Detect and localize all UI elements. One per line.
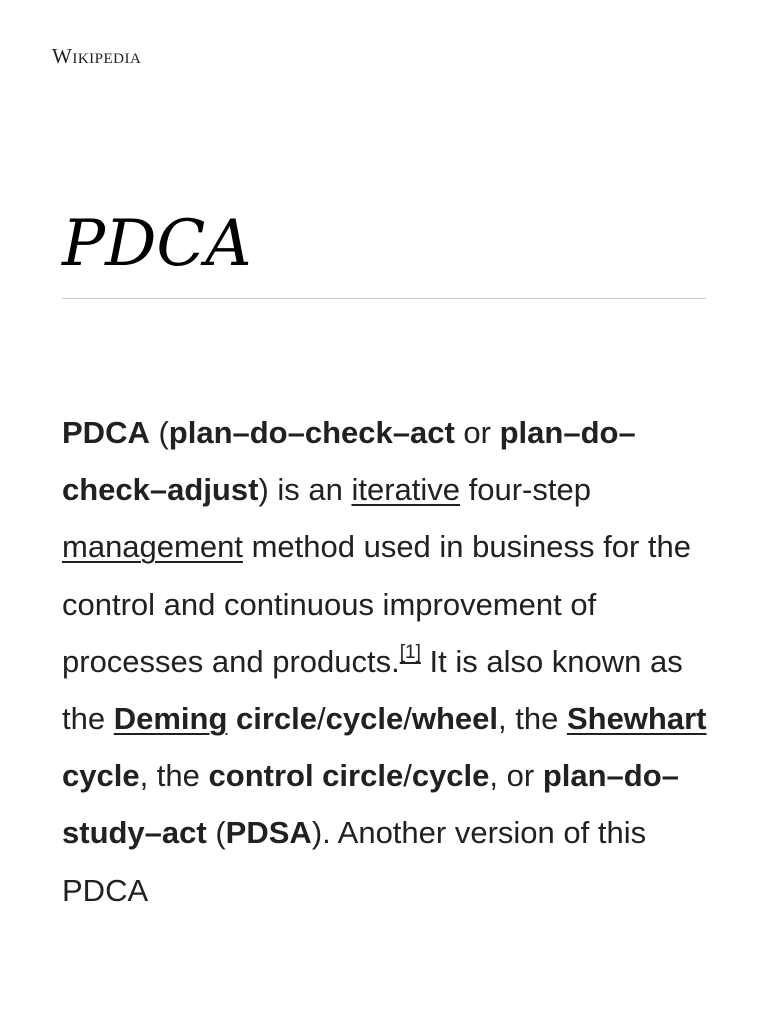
bold-term-control-cycle: cycle — [411, 758, 490, 794]
bold-term-plan-do-check-act: plan–do–check–act — [168, 415, 455, 450]
text-segment: ) is an — [258, 472, 352, 508]
text-segment: or — [454, 415, 500, 450]
bold-term-wheel: wheel — [411, 701, 499, 737]
bold-term-circle: circle — [227, 701, 318, 737]
title-divider — [62, 298, 706, 299]
text-segment: / — [317, 701, 326, 737]
text-segment: , the — [498, 701, 567, 737]
bold-term-cycle: cycle — [325, 701, 404, 737]
reference-link-1[interactable]: [1] — [399, 642, 421, 664]
link-iterative[interactable]: iterative — [351, 472, 461, 508]
text-segment: ). Another version of this PDCA — [62, 815, 647, 908]
text-segment: It is also known as the — [62, 643, 683, 737]
wikipedia-wordmark[interactable]: Wikipedia — [52, 44, 142, 68]
text-segment: , the — [139, 758, 209, 794]
text-segment: four-step — [460, 472, 591, 508]
text-segment: , or — [489, 758, 543, 794]
link-deming[interactable]: Deming — [113, 701, 228, 737]
text-segment: / — [403, 701, 412, 737]
link-shewhart[interactable]: Shewhart — [566, 701, 707, 737]
text-segment: method used in business for the control and continuous improvement of processes and products. — [62, 529, 691, 679]
article-lead-paragraph — [62, 404, 722, 919]
text-segment: ( — [206, 815, 226, 851]
text-segment: ( — [149, 415, 169, 450]
bold-term-control-circle: control circle — [208, 758, 404, 794]
bold-term-plan-do-check-adjust: plan–do–check–adjust — [62, 415, 636, 508]
link-management[interactable]: management — [62, 529, 243, 565]
bold-term-pdsa: PDSA — [225, 815, 312, 851]
bold-term-shewhart-cycle: cycle — [62, 758, 140, 794]
page-header — [52, 43, 141, 73]
page-title: PDCA — [62, 207, 252, 281]
bold-term-pdca: PDCA — [62, 415, 150, 450]
text-segment: / — [403, 758, 412, 794]
bold-term-plan-do-study-act: plan–do–study–act — [62, 758, 679, 851]
